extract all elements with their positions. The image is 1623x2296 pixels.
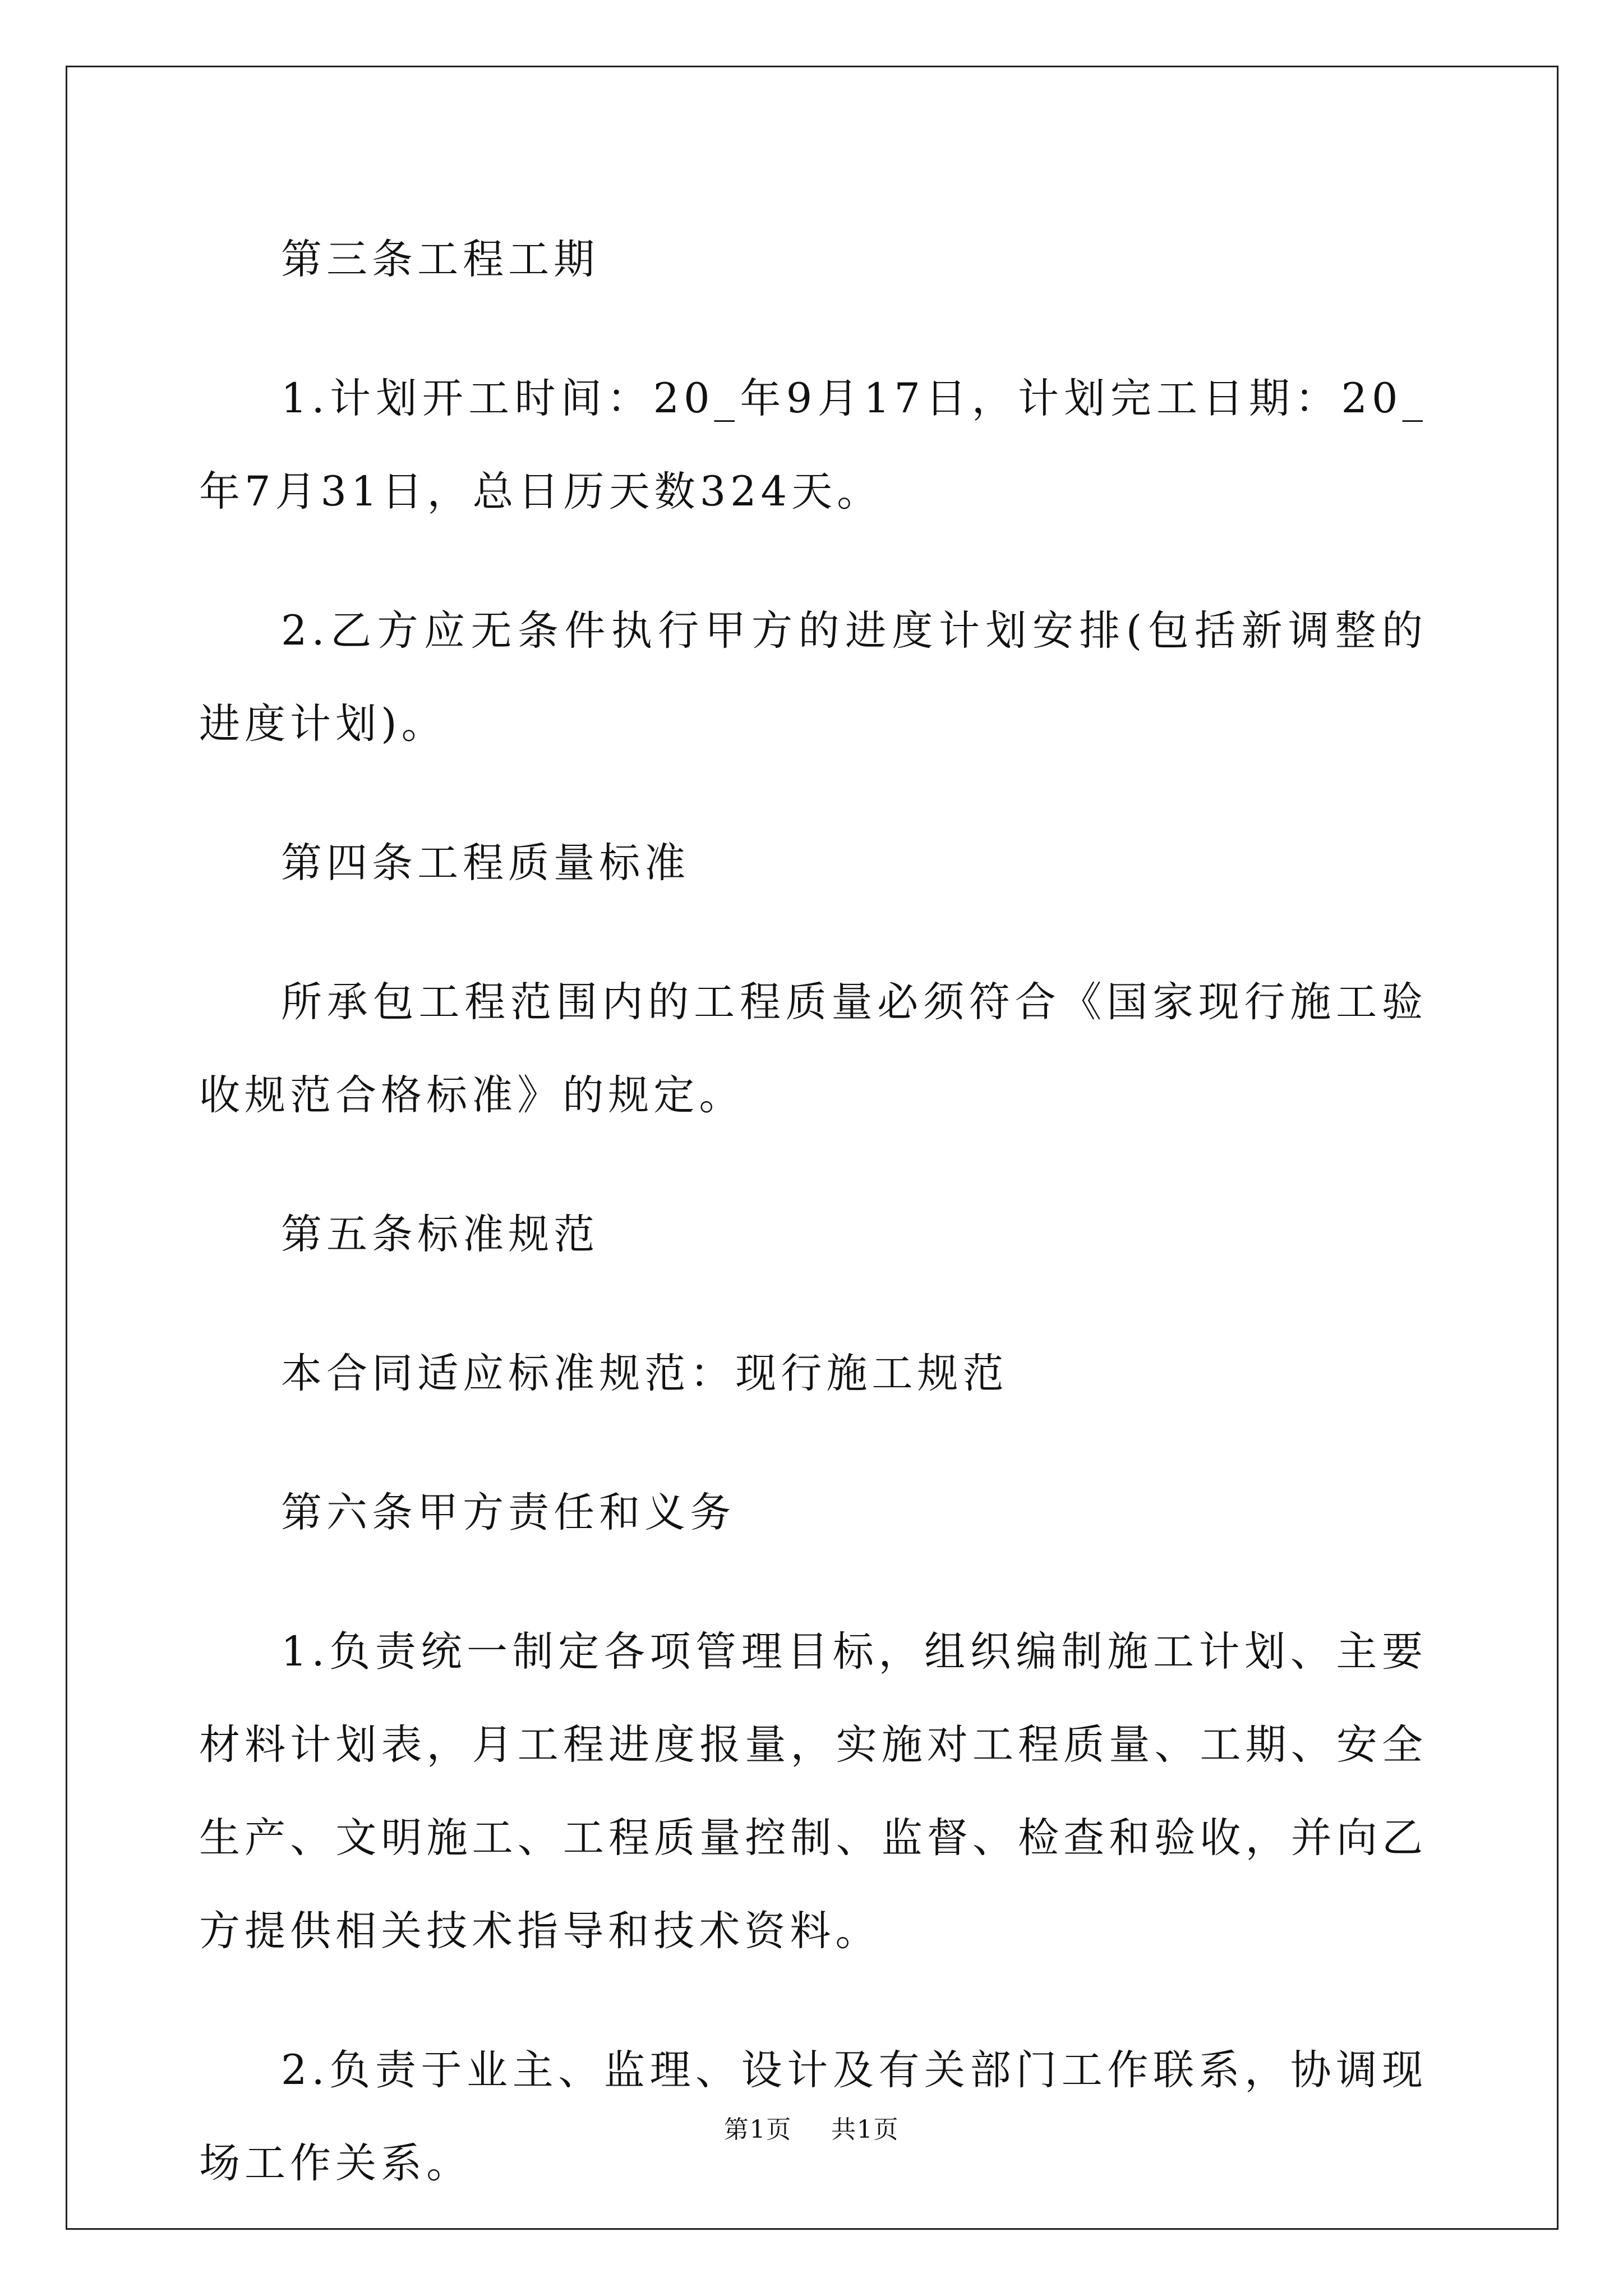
paragraph-quality-standard: 所承包工程范围内的工程质量必须符合《国家现行施工验收规范合格标准》的规定。 bbox=[199, 978, 1427, 1119]
page-footer bbox=[0, 2109, 1623, 2145]
section-heading-article-5: 第五条标准规范 bbox=[281, 1211, 600, 1258]
page-number-current: 第1页 bbox=[723, 2115, 792, 2144]
paragraph-applicable-standards: 本合同适应标准规范：现行施工规范 bbox=[281, 1350, 1008, 1397]
section-heading-article-6: 第六条甲方责任和义务 bbox=[281, 1489, 736, 1536]
section-heading-article-3: 第三条工程工期 bbox=[281, 236, 600, 283]
page-number-total: 共1页 bbox=[831, 2115, 900, 2144]
document-body bbox=[199, 213, 1427, 2256]
paragraph-schedule-compliance: 2.乙方应无条件执行甲方的进度计划安排(包括新调整的进度计划)。 bbox=[199, 607, 1427, 748]
paragraph-party-a-duty-1: 1.负责统一制定各项管理目标，组织编制施工计划、主要材料计划表，月工程进度报量，实施对工程质量、工期、安全生产、文明施工、工程质量控制、监督、检查和验收，并向乙方提供相关技术指导和技术资料。 bbox=[199, 1628, 1427, 1955]
section-heading-article-4: 第四条工程质量标准 bbox=[281, 839, 690, 887]
paragraph-schedule-dates: 1.计划开工时间：20_年9月17日，计划完工日期：20_年7月31日，总日历天数324天。 bbox=[199, 375, 1427, 516]
paragraph-party-a-duty-2: 2.负责于业主、监理、设计及有关部门工作联系，协调现场工作关系。 bbox=[199, 2046, 1427, 2187]
